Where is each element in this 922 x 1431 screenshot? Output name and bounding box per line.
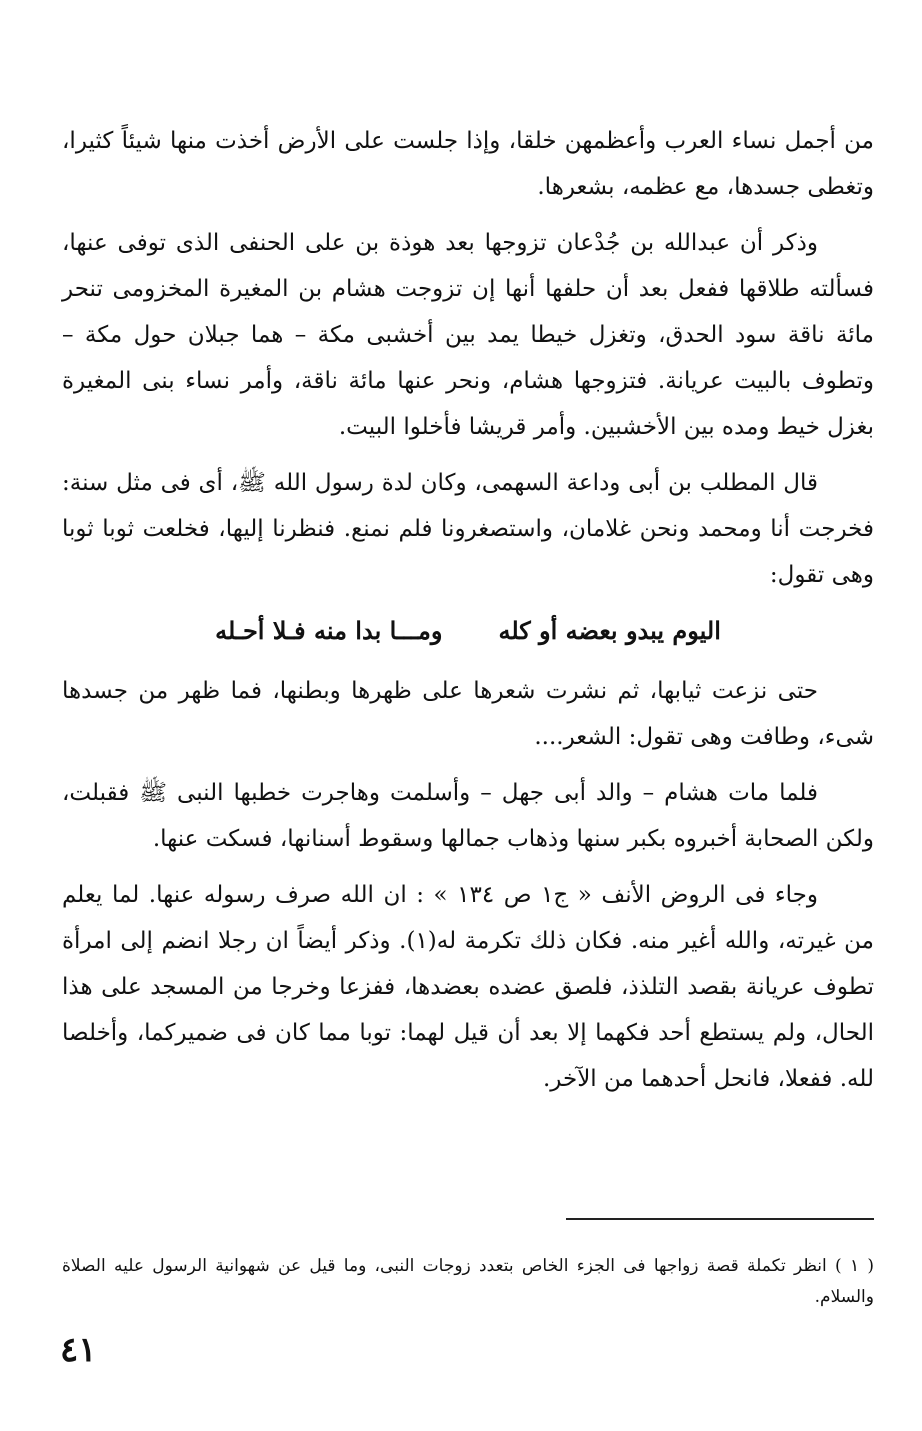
footnote-separator <box>566 1218 874 1220</box>
paragraph-1: من أجمل نساء العرب وأعظمهن خلقا، وإذا جلست على الأرض أخذت منها شيئاً كثيرا، وتغطى جسدها، مع عظمه، بشعرها. <box>62 128 874 200</box>
verse-first-hemistich: اليوم يبدو بعضه أو كله <box>498 616 721 645</box>
footnote: ( ١ ) انظر تكملة قصة زواجها فى الجزء الخاص بتعدد زوجات النبى، وما قيل عن شهوانية الرسول عليه الصلاة والسلام. <box>62 1256 874 1307</box>
paragraph-3: قال المطلب بن أبى وداعة السهمى، وكان لدة رسول الله ﷺ، أى فى مثل سنة: فخرجت أنا ومحمد ونحن غلامان، واستصغرونا فلم نمنع. فنظرنا إليها، فخلعت ثوبا ثوبا وهى تقول: <box>62 470 874 588</box>
paragraph-5: فلما مات هشام – والد أبى جهل – وأسلمت وهاجرت خطبها النبى ﷺ فقبلت، ولكن الصحابة أخبروه بكبر سنها وذهاب جمالها وسقوط أسنانها، فسكت عنها. <box>62 780 874 852</box>
paragraph-6: وجاء فى الروض الأنف « ج١ ص ١٣٤ » : ان الله صرف رسوله عنها. لما يعلم من غيرته، والله أغير منه. فكان ذلك تكرمة له(١). وذكر أيضاً ان رجلا انضم إلى امرأة تطوف عريانة بقصد التلذذ، فلصق عضده بعضدها، ففزعا وخرجا من المسجد على هذا الحال، ولم يستطع أحد فكهما إلا بعد أن قيل لهما: توبا مما كان فى ضميركما، وأخلصا لله. ففعلا، فانحل أحدهما من الآخر. <box>62 882 874 1092</box>
paragraph-4: حتى نزعت ثيابها، ثم نشرت شعرها على ظهرها وبطنها، فما ظهر من جسدها شىء، وطافت وهى تقول: الشعر.... <box>62 678 874 750</box>
verse-second-hemistich: ومـــا بدا منه فـلا أحـله <box>215 616 443 645</box>
page-number: ٤١ <box>60 1330 97 1370</box>
poem-verse <box>62 608 874 654</box>
page-body <box>62 118 874 1112</box>
paragraph-2: وذكر أن عبدالله بن جُدْعان تزوجها بعد هوذة بن على الحنفى الذى توفى عنها، فسألته طلاقها ففعل بعد أن حلفها أنها إن تزوجت هشام بن المغيرة المخزومى تنحر مائة ناقة سود الحدق، وتغزل خيطا يمد بين أخشبى مكة – هما جبلان حول مكة – وتطوف بالبيت عريانة. فتزوجها هشام، ونحر عنها مائة ناقة، وأمر نساء بنى المغيرة بغزل خيط ومده بين الأخشبين. وأمر قريشا فأخلوا البيت. <box>62 230 874 440</box>
